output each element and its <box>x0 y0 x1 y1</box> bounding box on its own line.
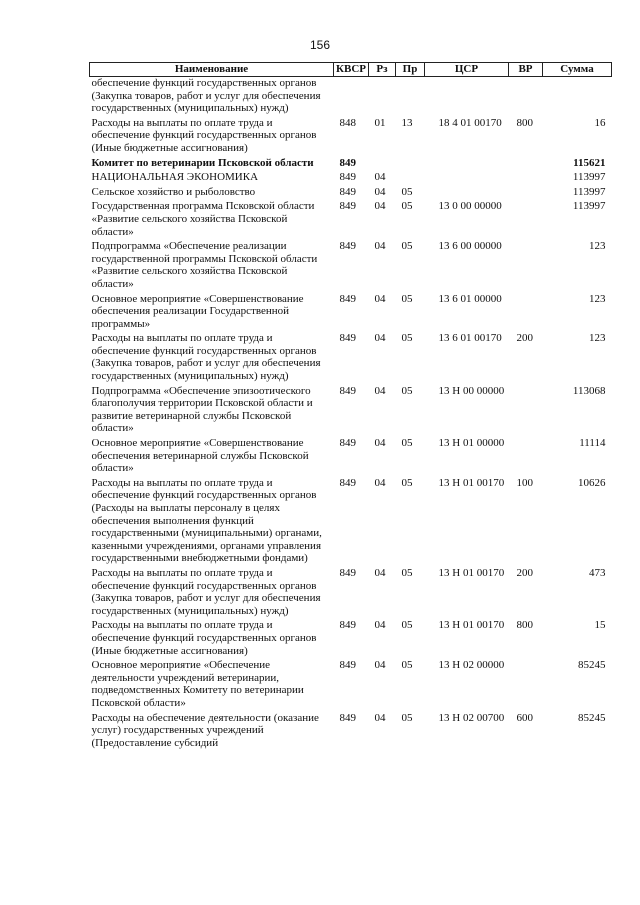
cell-sum: 123 <box>589 292 606 305</box>
cell-vr <box>509 155 543 170</box>
cell-sum: 11114 <box>579 437 606 450</box>
cell-name: Расходы на обеспечение деятельности (оказание услуг) государственных учреждений (Предоставление субсидий <box>91 711 319 749</box>
cell-pr: 05 <box>401 200 413 213</box>
cell-kvsr: 848 <box>339 116 356 129</box>
cell-sum: 113997 <box>572 185 606 198</box>
cell-kvsr <box>334 77 369 115</box>
budget-table <box>89 62 612 749</box>
cell-vr <box>509 383 543 435</box>
cell-sum: 85245 <box>578 711 606 724</box>
header-kvsr: КВСР <box>334 63 369 77</box>
cell-vr <box>509 169 543 184</box>
cell-pr <box>396 77 425 115</box>
cell-kvsr: 849 <box>339 200 356 213</box>
cell-name: Сельское хозяйство и рыболовство <box>91 185 256 198</box>
table-row <box>90 617 612 657</box>
cell-csr: 13 Н 02 00700 <box>438 711 505 724</box>
table-row <box>90 383 612 435</box>
cell-rz <box>369 155 396 170</box>
cell-vr <box>509 238 543 290</box>
cell-csr: 13 Н 01 00170 <box>438 566 505 579</box>
table-row <box>90 291 612 331</box>
cell-vr: 800 <box>516 116 533 129</box>
cell-pr: 05 <box>401 185 413 198</box>
cell-rz: 04 <box>374 171 386 184</box>
cell-vr: 800 <box>516 619 533 632</box>
cell-csr <box>425 184 509 199</box>
cell-name: Расходы на выплаты по оплате труда и обеспечение функций государственных органов (Иные бюджетные ассигнования) <box>91 116 317 154</box>
table-row <box>90 155 612 170</box>
cell-rz: 04 <box>374 711 386 724</box>
header-rz: Рз <box>369 63 396 77</box>
page-number: 156 <box>309 38 331 52</box>
cell-csr: 13 Н 01 00170 <box>438 476 505 489</box>
cell-vr: 200 <box>516 332 533 345</box>
cell-rz: 01 <box>374 116 386 129</box>
cell-csr <box>425 169 509 184</box>
table-header <box>90 63 612 77</box>
table-row <box>90 184 612 199</box>
table-row <box>90 198 612 238</box>
table-row <box>90 657 612 709</box>
cell-csr <box>425 155 509 170</box>
cell-name: обеспечение функций государственных органов (Закупка товаров, работ и услуг для обеспечения государственных (муниципальных) нужд) <box>91 77 321 115</box>
cell-csr: 18 4 01 00170 <box>438 116 502 129</box>
cell-pr: 05 <box>401 711 413 724</box>
cell-vr: 100 <box>516 476 533 489</box>
cell-pr: 05 <box>401 659 413 672</box>
cell-kvsr: 849 <box>339 659 356 672</box>
cell-name: Основное мероприятие «Обеспечение деятельности учреждений ветеринарии, подведомственных Комитету по ветеринарии Псковской области» <box>91 659 304 709</box>
cell-name: Расходы на выплаты по оплате труда и обеспечение функций государственных органов (Расходы на выплаты персоналу в целях обеспечения выполнения функций государственными (муниципальными) органами, казенными учреждениями, органами управления государственными внебюджетными фондами) <box>91 476 322 565</box>
cell-name: Комитет по ветеринарии Псковской области <box>91 156 314 169</box>
cell-vr: 600 <box>516 711 533 724</box>
cell-sum: 123 <box>589 332 606 345</box>
cell-rz: 04 <box>374 332 386 345</box>
cell-rz: 04 <box>374 240 386 253</box>
cell-kvsr: 849 <box>339 332 356 345</box>
header-name: Наименование <box>90 63 334 77</box>
cell-kvsr: 849 <box>339 171 356 184</box>
cell-kvsr: 849 <box>339 240 356 253</box>
cell-name: Расходы на выплаты по оплате труда и обеспечение функций государственных органов (Закупка товаров, работ и услуг для обеспечения государственных (муниципальных) нужд) <box>91 332 321 383</box>
cell-name: Государственная программа Псковской области «Развитие сельского хозяйства Псковской области» <box>91 200 315 238</box>
cell-name: Основное мероприятие «Совершенствование обеспечения ветеринарной службы Псковской области» <box>91 437 309 475</box>
cell-pr: 05 <box>401 566 413 579</box>
cell-csr: 13 Н 02 00000 <box>438 659 505 672</box>
cell-csr: 13 Н 01 00000 <box>438 437 505 450</box>
cell-pr: 05 <box>401 384 413 397</box>
cell-pr <box>396 169 425 184</box>
cell-sum: 85245 <box>578 659 606 672</box>
cell-sum: 473 <box>589 566 606 579</box>
cell-kvsr: 849 <box>339 156 356 169</box>
cell-pr: 13 <box>401 116 413 129</box>
cell-kvsr: 849 <box>339 437 356 450</box>
cell-sum: 16 <box>594 116 606 129</box>
cell-rz: 04 <box>374 292 386 305</box>
cell-csr: 13 6 00 00000 <box>438 240 502 253</box>
cell-pr: 05 <box>401 619 413 632</box>
cell-rz: 04 <box>374 384 386 397</box>
table-row <box>90 77 612 115</box>
header-csr: ЦСР <box>425 63 509 77</box>
cell-sum: 113068 <box>572 384 606 397</box>
cell-name: Основное мероприятие «Совершенствование обеспечения реализации Государственной программы» <box>91 292 304 330</box>
cell-csr: 13 6 01 00170 <box>438 332 502 345</box>
cell-kvsr: 849 <box>339 292 356 305</box>
table-row <box>90 238 612 290</box>
table-row <box>90 565 612 617</box>
cell-sum <box>543 77 612 115</box>
cell-csr: 13 Н 01 00170 <box>438 619 505 632</box>
cell-csr: 13 6 01 00000 <box>438 292 502 305</box>
cell-pr: 05 <box>401 292 413 305</box>
cell-csr <box>425 77 509 115</box>
table-row <box>90 710 612 750</box>
cell-rz: 04 <box>374 619 386 632</box>
header-sum: Сумма <box>543 63 612 77</box>
table-row <box>90 435 612 475</box>
cell-rz: 04 <box>374 200 386 213</box>
cell-name: Расходы на выплаты по оплате труда и обеспечение функций государственных органов (Закупка товаров, работ и услуг для обеспечения государственных (муниципальных) нужд) <box>91 566 321 617</box>
cell-name: Подпрограмма «Обеспечение эпизоотического благополучия территории Псковской области и развитие ветеринарной службы Псковской области» <box>91 384 313 435</box>
header-pr: Пр <box>396 63 425 77</box>
table-row <box>90 475 612 565</box>
table-row <box>90 169 612 184</box>
cell-vr <box>509 291 543 331</box>
cell-sum: 115621 <box>573 156 606 169</box>
cell-kvsr: 849 <box>339 476 356 489</box>
cell-sum: 10626 <box>578 476 606 489</box>
table-row <box>90 330 612 382</box>
cell-kvsr: 849 <box>339 566 356 579</box>
cell-rz: 04 <box>374 566 386 579</box>
cell-pr: 05 <box>401 240 413 253</box>
cell-rz: 04 <box>374 476 386 489</box>
cell-pr: 05 <box>401 437 413 450</box>
cell-rz <box>369 77 396 115</box>
cell-name: Подпрограмма «Обеспечение реализации государственной программы Псковской области «Развитие сельского хозяйства Псковской области» <box>91 240 318 290</box>
cell-csr: 13 Н 00 00000 <box>438 384 505 397</box>
cell-kvsr: 849 <box>339 711 356 724</box>
cell-kvsr: 849 <box>339 384 356 397</box>
cell-pr: 05 <box>401 332 413 345</box>
cell-kvsr: 849 <box>339 185 356 198</box>
table-row <box>90 115 612 155</box>
cell-rz: 04 <box>374 659 386 672</box>
cell-rz: 04 <box>374 437 386 450</box>
cell-vr <box>509 657 543 709</box>
cell-vr <box>509 77 543 115</box>
cell-vr <box>509 184 543 199</box>
cell-sum: 113997 <box>572 171 606 184</box>
cell-kvsr: 849 <box>339 619 356 632</box>
cell-csr: 13 0 00 00000 <box>438 200 502 213</box>
cell-name: Расходы на выплаты по оплате труда и обеспечение функций государственных органов (Иные бюджетные ассигнования) <box>91 619 317 657</box>
header-vr: ВР <box>509 63 543 77</box>
cell-name: НАЦИОНАЛЬНАЯ ЭКОНОМИКА <box>91 171 259 184</box>
cell-sum: 15 <box>594 619 606 632</box>
cell-pr: 05 <box>401 476 413 489</box>
cell-pr <box>396 155 425 170</box>
cell-rz: 04 <box>374 185 386 198</box>
cell-vr <box>509 435 543 475</box>
cell-sum: 123 <box>589 240 606 253</box>
table-body <box>90 77 612 750</box>
cell-vr <box>509 198 543 238</box>
cell-vr: 200 <box>516 566 533 579</box>
cell-sum: 113997 <box>572 200 606 213</box>
